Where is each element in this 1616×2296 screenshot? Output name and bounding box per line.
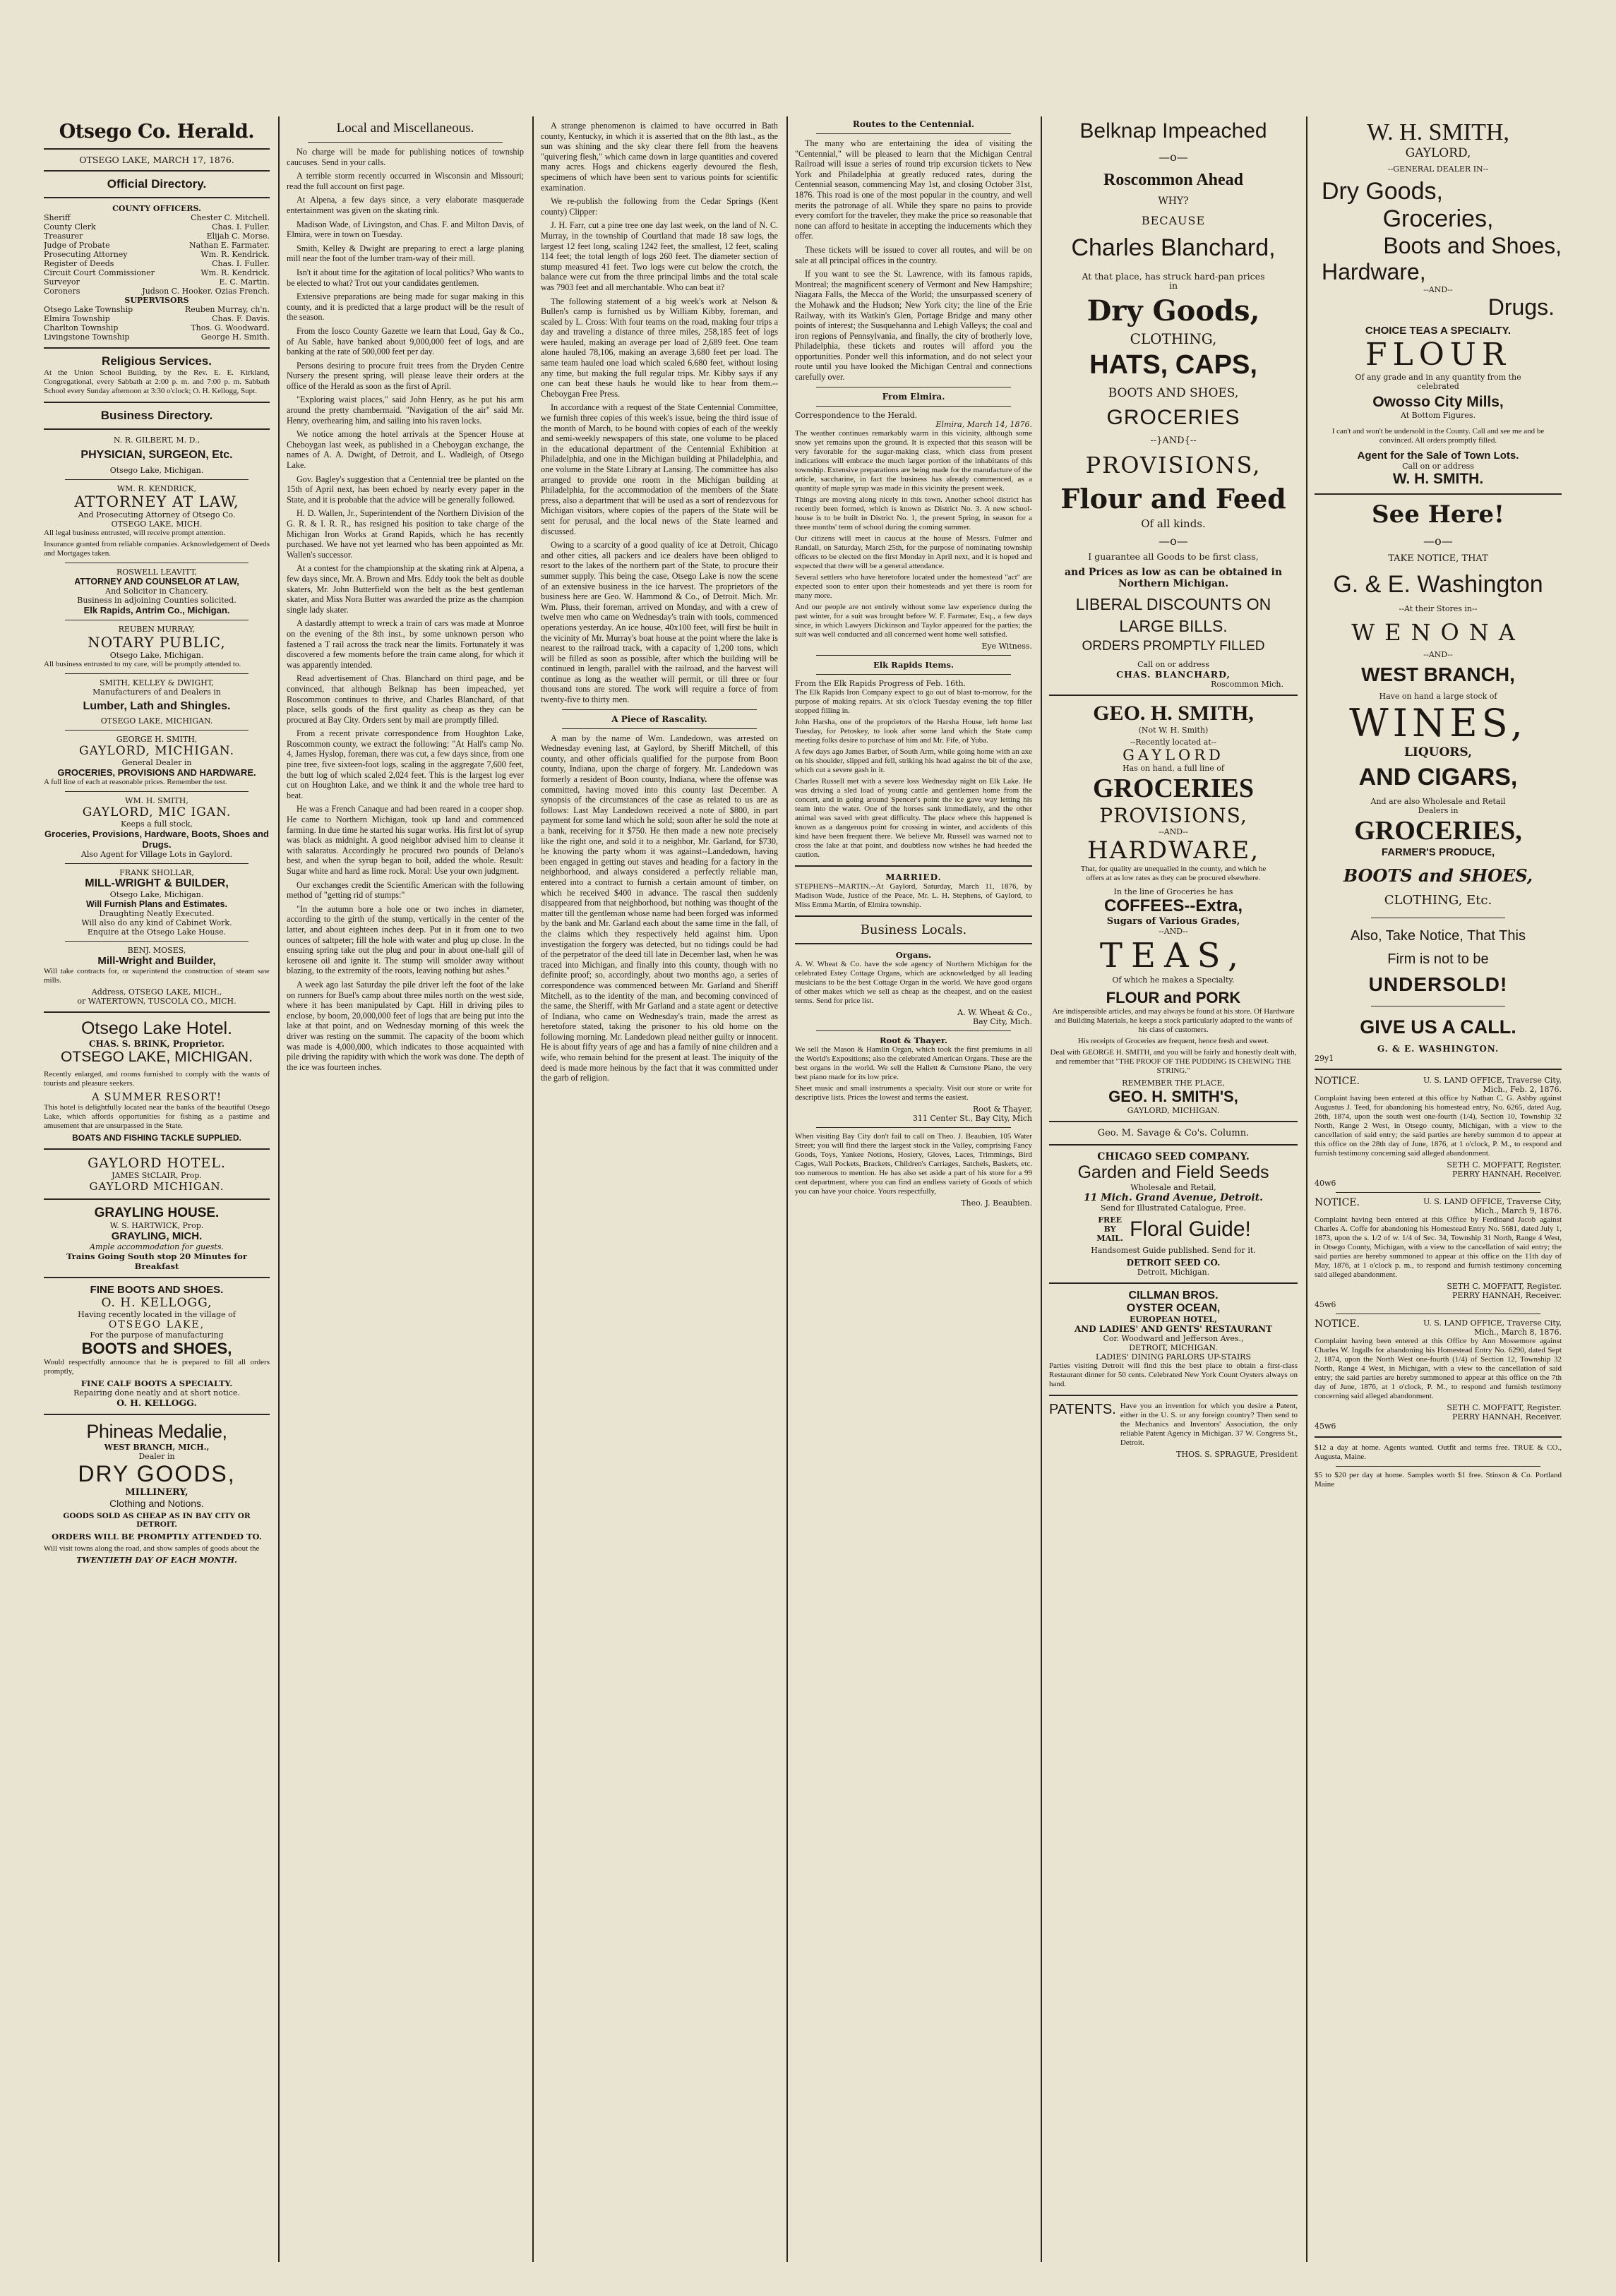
ad-blanchard-prices: and Prices as low as can be obtained in Northern Michigan. bbox=[1064, 567, 1282, 589]
ad-blanchard-subhead: Roscommon Ahead bbox=[1103, 171, 1243, 189]
ad-floral-guide: Floral Guide! bbox=[1130, 1217, 1251, 1241]
ad-wh-smith-dealer: --GENERAL DEALER IN-- bbox=[1387, 164, 1489, 174]
supervisor-row: Livingstone Township George H. Smith. bbox=[44, 332, 270, 342]
ad-geo-smith-flour: FLOUR and PORK bbox=[1106, 989, 1241, 1006]
ad-patents-text: Have you an invention for which you desire a Patent, either in the U. S. or any foreign country? Then send to the Mechanics and Inventors' Association, the only reliable Patent Agency in Michigan. 37 W. Congress St., Detroit. bbox=[1120, 1402, 1298, 1447]
ad-washington-liquors: LIQUORS, bbox=[1403, 745, 1473, 759]
ad-geo-smith-teas: TEAS, bbox=[1099, 936, 1247, 975]
ad-geo-smith-fresh: His receipts of Groceries are frequent, hence fresh and sweet. bbox=[1077, 1037, 1269, 1045]
paragraph: At Alpena, a few days since, a very elaborate masquerade entertainment was given on the skating rink. bbox=[287, 195, 524, 215]
paragraph: Sheet music and small instruments a specialty. Visit our store or write for descriptive lists. Prices the lowest and terms the easiest. bbox=[795, 1083, 1032, 1102]
ad-geo-smith-hardware-text: Are indispensible articles, and may always be found at his store. Of Hardware and Building Materials, he keeps a stock particularly adapted to the wants of his class of customers. bbox=[1052, 1007, 1295, 1034]
ad-grayling-house: GRAYLING HOUSE. W. S. HARTWICK, Prop. GRAYLING, MICH. Ample accommodation for guests. Trains Going South stop 20 Minutes for Breakfast bbox=[66, 1206, 247, 1271]
ad-blanchard-bills: LARGE BILLS. bbox=[1119, 617, 1228, 635]
ad-floral-row bbox=[1049, 1215, 1298, 1243]
ad-washington-clothing: CLOTHING, Etc. bbox=[1384, 893, 1492, 908]
ad-leavitt: ROSWELL LEAVITT, ATTORNEY AND COUNSELOR AT LAW, And Solicitor in Chancery. Business in adjoining Counties solicited. Elk Rapids, Antrim Co., Michigan. bbox=[74, 567, 239, 615]
ad-wh-smith-town: GAYLORD, bbox=[1405, 146, 1471, 160]
ad-washington-stores: --At their Stores in-- bbox=[1399, 604, 1478, 613]
ad-blanchard-kinds: Of all kinds. bbox=[1141, 517, 1206, 530]
ad-cillman-oyster: OYSTER OCEAN, bbox=[1126, 1302, 1221, 1314]
ad-washington-signature: G. & E. WASHINGTON. bbox=[1377, 1044, 1500, 1054]
paragraph: Owing to a scarcity of a good quality of ice at Detroit, Chicago and other cities, all packers and ice dealers have been obliged to resort to the lakes of the northern part of the State, to procure their summer supply. This being the case, Otsego Lake is now the scene of an extensive business in the ice harvest. The proprietors of the business here are Geo. W. Hammond & Co., of Detroit. Mich. Mr. Wm. Pluss, their foreman, arrived on Monday, and with a crew of twelve men who came on Wednesday's train with tools, commenced operations yesterday. An ice house, 40x100 feet, will first be built in the vicinity of Mr. Murray's boat house at the point where the lake is nearest to the railroad track, with a capacity of 1,200 tons, which will be filled as soon as possible, after which the building will be continued in length, parallel with the railroad, and the harvest will continue as long as the weather will permit, or till three or four thousand tons are stored. The work will require a force of from twenty-five to thirty men. bbox=[541, 540, 778, 705]
paragraph: And our people are not entirely without some law experience during the past winter, for a suit was brought before W. F. Farmater, Esq., a few days since, in which Lawyers Dickinson and Taylor appeared for the parties; the suit was well conducted and all concerned went home well satisfied. bbox=[795, 602, 1032, 639]
officer-row: Sheriff Chester C. Mitchell. bbox=[44, 213, 270, 222]
ad-wh-smith-hardware: Hardware, bbox=[1322, 259, 1426, 284]
paragraph: Things are moving along nicely in this town. Another school district has recently been formed, which is known as District No. 3. A new school-house is to be built in District No. 1, the present Spring, in season for a three months' term of school during the coming summer. bbox=[795, 495, 1032, 531]
ad-seed-headline: Garden and Field Seeds bbox=[1077, 1162, 1269, 1182]
column-5: Belknap Impeached —o— Roscommon Ahead WHY? BECAUSE Charles Blanchard, At that place, has struck hard-pan prices in Dry Goods, CLOTHING, HATS, CAPS, BOOTS AND SHOES, GROCERIES --}AND{-- PROVISIONS, Flour and Feed Of all kinds. —o— I guarantee all Goods to be first class, and Prices as low as can be obtained in Northern Michigan. LIBERAL DISCOUNTS ON LARGE BILLS. ORDERS PROMPTLY FILLED Call on or address CHAS. BLANCHARD, Roscommon Mich. GEO. H. SMITH, (Not W. H. Smith) --Recently located at-- GAYLORD Has on hand, a full line of GROCERIES PROVISIONS, --AND-- HARDWARE, That, for quality are unequalled in the county, and which he offers at as low rates as they can be procured elsewhere. In the line of Groceries he has COFFEES--Extra, Sugars of Various Grades, --AND-- TEAS, Of which he makes a Specialty. FLOUR and PORK Are indispensible articles, and may always be found at his store. Of Hardware and Building Materials, he keeps a stock particularly adapted to the wants of his class of customers. His receipts of Groceries are frequent, hence fresh and sweet. Deal with GEORGE H. SMITH, and you will be fairly and honestly dealt with, and remember that "THE PROOF OF THE PUDDING IS CHEWING THE STRING." REMEMBER THE PLACE, GEO. H. SMITH'S, GAYLORD, MICHIGAN. Geo. M. Savage & Co's. Column. CHICAGO SEED COMPANY. Garden and Field Seeds Wholesale and Retail, 11 Mich. Grand Avenue, Detroit. Send for Illustrated Catalogue, Free. FREE BY MAIL. Floral Guide! Handsomest Guide published. Send for it. DETROIT SEED CO. Detroit, Michigan. CILLMAN BROS. OYSTER OCEAN, EUROPEAN HOTEL, AND LADIES' AND GENTS' RESTAURANT Cor. Woodward and Jefferson Aves., DETROIT, MICHIGAN. LADIES' DINING PARLORS UP-STAIRS Parties visiting Detroit will find this the best place to obtain a first-class Restaurant dinner for 50 cents. Celebrated New York Count Oysters always on hand. PATENTS. Have you an invention for which you desire a Patent, either in the U. S. or any foreign country? Then send to the Mechanics and Inventors' Association, the only reliable Patent Agency in Michigan. 37 W. Congress St., Detroit. THOS. S. SPRAGUE, President bbox=[1049, 119, 1298, 1459]
business-locals-heading: Business Locals. bbox=[860, 922, 967, 937]
routes-heading: Routes to the Centennial. bbox=[852, 119, 975, 129]
paragraph: The following statement of a big week's work at Nelson & Bullen's camp is furnished us by William Kibby, foreman, and scaled by L. Cross: With four teams on the road, making four trips a day and traveling a distance of three miles, 258,185 feet of logs were hauled, making an average per load of 2,689 feet. One team alone hauled 78,106, making an average 3,680 feet per load. The same team hauled one load which scaled 6,680 feet, without losing any time, but making the full regular trips. Mr. Kibby says if any one can beat these hauls he would like to hear from them.--Cheboygan Free Press. bbox=[541, 296, 778, 399]
paragraph: He was a French Canaque and had been reared in a cooper shop. He came to Northern Michigan, took up land and commenced farming. In due time he started his sugar works. His first lot of syrup was black as midnight. A good neighbor advised him to cleanse it with salaratus. Accordingly he procured two pounds of Delano's best, and when the syrup began to boil, added the whole. Result: Sugar white and hard as lime rock. Moral: Use your own judgment. bbox=[287, 804, 524, 876]
ad-wh-smith-call: Call on or address bbox=[1402, 462, 1474, 471]
paragraph: Madison Wade, of Livingston, and Chas. F. and Milton Davis, of Elmira, were in town on Tuesday. bbox=[287, 219, 524, 240]
ad-murray: REUBEN MURRAY, NOTARY PUBLIC, Otsego Lake, Michigan. All business entrusted to my care, will be promptly attended to. bbox=[44, 625, 241, 668]
paragraph: These tickets will be issued to cover all routes, and will be on sale at all principal offices in the country. bbox=[795, 244, 1032, 265]
ad-geo-smith-coffees: COFFEES--Extra, bbox=[1103, 896, 1243, 915]
ad-blanchard-dry-goods: Dry Goods, bbox=[1087, 294, 1260, 327]
ad-patents-signature: THOS. S. SPRAGUE, President bbox=[1176, 1450, 1298, 1459]
elmira-signature: Eye Witness. bbox=[981, 641, 1032, 651]
ad-free-by-mail: FREE BY MAIL. bbox=[1096, 1215, 1123, 1243]
ad-geo-smith-address: GAYLORD, MICHIGAN. bbox=[1127, 1106, 1220, 1115]
ad-seed-catalogue: Send for Illustrated Catalogue, Free. bbox=[1100, 1203, 1247, 1213]
religious-text: At the Union School Building, by the Rev. E. E. Kirkland, Congregational, every Sabbath at 2:00 p. m. and 7:00 p. m. Sabbath School every Sunday afternoon at 3:30 o'clock; O. H. Kellogg, Supt. bbox=[44, 368, 270, 395]
ad-washington-produce: FARMER'S PRODUCE, bbox=[1381, 846, 1495, 858]
ad-blanchard-text: At that place, has struck hard-pan prices in bbox=[1082, 271, 1265, 291]
ad-washington-notice: TAKE NOTICE, THAT bbox=[1388, 553, 1488, 564]
column-1 bbox=[44, 116, 270, 2262]
ad-geo-smith-hardware: HARDWARE, bbox=[1087, 836, 1260, 865]
ad-blanchard-address: CHAS. BLANCHARD, bbox=[1116, 669, 1231, 680]
rascality-heading: A Piece of Rascality. bbox=[611, 714, 707, 724]
column-3 bbox=[541, 116, 778, 2262]
paragraph: Read advertisement of Chas. Blanchard on third page, and be convinced, that although Belknap has been impeached, yet Roscommon continues to thrive, and Charles Blanchard, of that place, sells goods of the first quality as cheap as they can be procured at Bay City. Orders sent by mail are promptly filled. bbox=[287, 673, 524, 725]
newspaper-page bbox=[44, 116, 1562, 2262]
ad-washington-and: --AND-- bbox=[1423, 650, 1453, 659]
organs-signature: A. W. Wheat & Co., bbox=[957, 1007, 1032, 1017]
ad-geo-smith-line2: In the line of Groceries he has bbox=[1113, 887, 1233, 896]
ad-seed-address: 11 Mich. Grand Avenue, Detroit. bbox=[1083, 1192, 1264, 1203]
root-thayer-heading: Root & Thayer. bbox=[880, 1035, 947, 1045]
paragraph: We sell the Mason & Hamlin Organ, which took the first premiums in all the World's Expositions; also the celebrated American Organs. These are the best organs in the world. We sell the Hallett & Cumstone Piano, the very best piano made for its low price. bbox=[795, 1045, 1032, 1081]
paragraph: When visiting Bay City don't fail to call on Theo. J. Beaubien, 105 Water Street; you will find there the largest stock in the Valley, comprising Fancy Goods, Toys, Yankee Notions, Hosiery, Gloves, Laces, Trimmings, Bird Cages, Wall Pockets, Brackets, Children's Carriages, Satchels, Baskets, etc. too numerous to mention. He has also set aside a part of his store for a 99 cent department, where you can find an endless variety of Goods of which you can have your choice. Yours respectfully, bbox=[795, 1131, 1032, 1196]
ad-moses: BENJ. MOSES, Mill-Wright and Builder, Will take contracts for, or superintend the construction of steam saw mills. Address, OTSEGO LAKE, MICH., or WATERTOWN, TUSCOLA CO., MICH. bbox=[44, 946, 270, 1006]
paragraph: Several settlers who have heretofore located under the homestead "act" are expected soon to enter upon their homesteads and yet there is room for many more. bbox=[795, 572, 1032, 600]
ad-blanchard-call: Call on or address bbox=[1137, 660, 1209, 669]
ad-wh-smith-address: W. H. SMITH. bbox=[1392, 471, 1484, 487]
ad-wh-smith-undersold: I can't and won't be undersold in the County. Call and see me and be convinced. All orders promptly filled. bbox=[1331, 427, 1545, 445]
paragraph: The Elk Rapids Iron Company expect to go out of blast to-morrow, for the purpose of making repairs. At six o'clock Tuesday evening the top filler stopped filling in. bbox=[795, 687, 1032, 715]
paragraph: We re-publish the following from the Cedar Springs (Kent county) Clipper: bbox=[541, 196, 778, 217]
ad-cillman-city: DETROIT, MICHIGAN. bbox=[1129, 1343, 1218, 1352]
supervisor-row: Charlton Township Thos. G. Woodward. bbox=[44, 323, 270, 332]
officer-row: Coroners Judson C. Hooker. Ozias French. bbox=[44, 287, 270, 296]
officer-row: Circuit Court Commissioner Wm. R. Kendrick. bbox=[44, 268, 270, 277]
ad-wh-smith-drugs: Drugs. bbox=[1488, 294, 1555, 320]
officer-row: Register of Deeds Chas. I. Fuller. bbox=[44, 259, 270, 268]
paragraph: If you want to see the St. Lawrence, with its famous rapids, Montreal; the magnificent scenery of Vermont and New Hampshire; Niagara Falls, the Mecca of the World; the unsurpassed scenery of the Mohawk and the Hudson; New York city; the line of the Erie Railway, with its Watkin's Glen, Portage Bridge and many other points of interest; the Susquehanna and Lehigh Valleys; the coal and iron regions of Pennsylvania, and finally, the city of brotherly love, Philadelphia, these tickets and routes will afford you the opportunities. Ponder well this information, and do not select your route until you have looked the Michigan Central and connections carefully over. bbox=[795, 269, 1032, 383]
ad-seed-handsomest: Handsomest Guide published. Send for it. bbox=[1091, 1246, 1256, 1255]
ad-blanchard-and: --}AND{-- bbox=[1150, 435, 1197, 446]
local-misc-heading: Local and Miscellaneous. bbox=[336, 121, 474, 136]
ad-blanchard-headline: Belknap Impeached bbox=[1079, 119, 1267, 143]
paragraph: In accordance with a request of the State Centennial Committee, we furnish three copies of this week's issue, being the third issue of the month of March, to be bound with copies of each of the weekly and semi-weekly newspapers of this state, one volume to be placed in the educational department of the Centennial Exhibition at Philadelphia, and one in the Michigan building at Philadelphia, and one volume in the State Library at Lansing. The committee has also arranged to provide one room in the Michigan building at Philadelphia, for the accommodation of the members of the State press, also a department that will be used as a sort of rendezvous for Michigan visitors, where copies of the papers of the State will be sent for perusal, and the local news of the State learned and discussed. bbox=[541, 402, 778, 536]
ad-wh-smith-groceries: Groceries, bbox=[1382, 205, 1494, 232]
ad-blanchard-provisions: PROVISIONS, bbox=[1085, 452, 1262, 479]
ad-wh-smith-agent: Agent for the Sale of Town Lots. bbox=[1357, 450, 1519, 462]
ad-blanchard-flour: Flour and Feed bbox=[1060, 483, 1286, 515]
ad-blanchard-hats: HATS, CAPS, bbox=[1089, 350, 1257, 380]
land-notice: NOTICE. U. S. LAND OFFICE, Traverse City, Mich., Feb. 2, 1876. Complaint having been entered at this office by Nathan C. G. Ashby against Augustus J. Teed, for abandoning his homestead entry, No. 6265, dated Aug. 26th, 1874, upon the south west one-fourth (1/4), Section 10, Township 32 North, Range 2 West, in Otsego county, Michigan, with a view to the cancellation of said entry; the said parties are hereby summon d to appear at this office on the 28th day of June, 1876, at 1 o'clock, P. M., to respond and furnish testimony concerning said alleged abandonment. SETH C. MOFFATT, Register. PERRY HANNAH, Receiver. 40w6 bbox=[1315, 1076, 1562, 1188]
religious-heading: Religious Services. bbox=[102, 354, 212, 368]
column-4 bbox=[795, 116, 1032, 2262]
ad-seed-sub: Wholesale and Retail, bbox=[1130, 1183, 1216, 1192]
ad-geo-smith-name: GEO. H. SMITH, bbox=[1093, 702, 1254, 725]
ad-geo-smith-and2: --AND-- bbox=[1159, 927, 1188, 936]
paragraph: Extensive preparations are being made for sugar making in this county, and it is predicted that a large product will be the result of the season. bbox=[287, 291, 524, 323]
root-address: 311 Center St., Bay City, Mich bbox=[912, 1113, 1032, 1123]
ad-george-smith: GEORGE H. SMITH, GAYLORD, MICHIGAN. General Dealer in GROCERIES, PROVISIONS AND HARDWARE. A full line of each at reasonable prices. Remember the test. bbox=[44, 735, 256, 786]
ad-geo-smith-line: Has on hand, a full line of bbox=[1123, 764, 1224, 773]
ad-blanchard-guarantee: I guarantee all Goods to be first class, bbox=[1088, 551, 1259, 562]
supervisor-row: Elmira Township Chas. F. Davis. bbox=[44, 314, 270, 323]
land-notice: NOTICE. U. S. LAND OFFICE, Traverse City, Mich., March 9, 1876. Complaint having been entered at this Office by Ferdinand Jacob against Charles A. Coffe for abandoning his Homestead Entry No. 5681, dated July 1, 1873, upon the s. 1/2 of w. 1/4 of Sec. 34, Township 31 North, Range 4 West, in Otsego County, Michigan, with a view to the cancellation of said entry; the said parties are hereby summoned to appear at this office on the 11th day of May, 1876, at 1 o'clock p. m., to respond and furnish testimony concerning said alleged abandonment. SETH C. MOFFATT, Register. PERRY HANNAH, Receiver. 45w6 bbox=[1315, 1197, 1562, 1309]
ad-washington-name: G. & E. Washington bbox=[1333, 571, 1543, 598]
ad-detroit-seed: DETROIT SEED CO. bbox=[1126, 1258, 1221, 1268]
officer-row: Judge of Probate Nathan E. Farmater. bbox=[44, 241, 270, 250]
paragraph: H. D. Wallen, Jr., Superintendent of the Northern Division of the G. R. & I. R. R., has resigned his position to take charge of the Michigan Iron Works at Grand Rapids, which he has recently purchased. We have not yet learned who has been appointed as Mr. Wallen's successor. bbox=[287, 508, 524, 560]
savage-column-heading: Geo. M. Savage & Co's. Column. bbox=[1097, 1128, 1250, 1138]
elk-rapids-source: From the Elk Rapids Progress of Feb. 16th. bbox=[795, 678, 966, 688]
paragraph: At a contest for the championship at the skating rink at Alpena, a few days since, Mr. A. Brown and Mrs. Eddy took the belt as double skaters, Mr. John Butterfield won the belt as the best gentleman skater, and Miss Nora Butter was awarded the prize as the champion single lady skater. bbox=[287, 563, 524, 615]
ad-geo-smith-and: --AND-- bbox=[1159, 827, 1188, 836]
ad-washington-also: Also, Take Notice, That This bbox=[1351, 928, 1526, 944]
ad-wh-smith-name: W. H. SMITH, bbox=[1367, 119, 1509, 145]
paragraph: No charge will be made for publishing notices of township caucuses. Send in your calls. bbox=[287, 147, 524, 167]
paragraph: A dastardly attempt to wreck a train of cars was made at Monroe on the evening of the 8th inst., by some unknown person who fastened a T rail across the track near the limits. Fortunately it was discovered a few moments before the train came along, for which it was apparently intended. bbox=[287, 618, 524, 670]
ad-geo-smith-place: GEO. H. SMITH'S, bbox=[1108, 1088, 1238, 1105]
paragraph: A. W. Wheat & Co. have the sole agency of Northern Michigan for the celebrated Estey Cottage Organs, which are acknowledged by all leading musicians to be the best Cottage Organ in the world. We have good organs of other makes which we sell as cheap as the cheapest, and on the easiest terms. Send for price list. bbox=[795, 959, 1032, 1005]
ad-wh-smith-boots: Boots and Shoes, bbox=[1383, 233, 1562, 258]
ad-washington-wines: WINES, bbox=[1349, 701, 1527, 745]
ad-cillman-restaurant: AND LADIES' AND GENTS' RESTAURANT bbox=[1075, 1324, 1272, 1334]
land-notice: NOTICE. U. S. LAND OFFICE, Traverse City, Mich., March 8, 1876. Complaint having been entered at this Office by Ann Mossemore against Charles W. Ingalls for abandoning his Homestead Entry No. 6290, dated Sept 2, 1874, upon the North West one-fourth (1/4) of Section 12, Township 32 North, Range 4 West, in Michigan, with a view to the cancellation of said entry; the said parties are hereby summoned to appear at this office on the 7th day of June, 1876, at 1 o'clock, P. M., to respond and furnish testimony concerning said alleged abandonment. SETH C. MOFFATT, Register. PERRY HANNAH, Receiver. 45w6 bbox=[1315, 1318, 1562, 1431]
ad-smith-kelley-dwight: SMITH, KELLEY & DWIGHT, Manufacturers of and Dealers in Lumber, Lath and Shingles. OTSEGO LAKE, MICHIGAN. bbox=[83, 678, 231, 726]
ad-geo-smith-note: (Not W. H. Smith) bbox=[1138, 726, 1209, 735]
ad-washington-code: 29y1 bbox=[1315, 1054, 1334, 1063]
paragraph: Our citizens will meet in caucus at the house of Messrs. Fulmer and Randall, on Saturday, March 25th, for the purpose of nominating township officers to be elected on the first Monday in April next, and it is hoped and expected that there will be a general attendance. bbox=[795, 534, 1032, 570]
ad-washington-dealers: Dealers in bbox=[1418, 806, 1459, 815]
supervisor-row: Otsego Lake Township Reuben Murray, ch'n. bbox=[44, 305, 270, 314]
ad-blanchard-why: WHY? bbox=[1158, 196, 1189, 207]
root-signature: Root & Thayer, bbox=[973, 1104, 1032, 1114]
ad-kellogg: FINE BOOTS AND SHOES. O. H. KELLOGG, Having recently located in the village of OTSEGO LAKE, For the purpose of manufacturing BOOTS and SHOES, Would respectfully announce that he is prepared to fill all orders promptly, FINE CALF BOOTS A SPECIALTY. Repairing done neatly and at short notice. O. H. KELLOGG. bbox=[44, 1284, 270, 1408]
married-heading: MARRIED. bbox=[885, 872, 942, 882]
ad-medalie: Phineas Medalie, WEST BRANCH, MICH., Dealer in DRY GOODS, MILLINERY, Clothing and Notions. GOODS SOLD AS CHEAP AS IN BAY CITY OR DETROIT. ORDERS WILL BE PROMPTLY ATTENDED TO. Will visit towns along the road, and show samples of goods about the TWENTIETH DAY OF EACH MONTH. bbox=[44, 1421, 262, 1565]
ad-blanchard-because: BECAUSE bbox=[1141, 214, 1206, 227]
paragraph: A week ago last Saturday the pile driver left the foot of the lake on runners for Buel's camp about three miles north on the west side, where it has been manipulated by Capt. Hill in driving piles to enclose, by boom, 20,000,000 feet of logs that are being put into the lake at that point, and on Wednesday morning of this week the driver was resting on the summit. The capacity of the boom which was made is 4,000,000, which indicates to those acquainted with pile driving the rapidity with which the work was done. The depth of the ice was fourteen inches. bbox=[287, 979, 524, 1072]
paragraph: A man by the name of Wm. Landedown, was arrested on Wednesday evening last, at Gaylord, by Sheriff Mitchell, of this county, and other officials qualified for the purpose from Boon county, Indiana, upon the charge of forgery. Mr. Landedown was formerly a resident of Boon county, Indiana, where the offense was committed, having moved into this county last December. A synopsis of the circumstances of the case as related to us are as follows: Last May Landedown received a note of $800, in part payment for some land which he sold; soon after he sold the note at a bank, receiving for it $750. He then made a new note precisely like the right one, and sold it to a neighbor, Mr. Garland, for $730, he knowing the party whom it was against--Landedown, having been engaged in getting out staves and heading for a factory in the neighborhood, and always considered a perfectly reliable man, entered into a contract to furnish a certain amount of timber, on which he received $400 in advance. The rascal then suddenly disappeared from that neighborhood, but nothing was thought of the matter till the gentleman whose name had been forged was informed by the bank and Mr. Garland each about the same time in the fall, of the claims which they respectively held against him. Upon investigation the forgery was detected, but no tidings could be had of the perpetrator of the deed till late in December last, when he was traced into Michigan, and finally into this county, though with no definite proof; so, accordingly, about two months ago, a series of correspondence was commenced between Mr. Garland and Sheriff Mitchell, as to the identity of the man, and becoming convinced of the same, the Sheriff, with Mr Garland and a state agent or detective of Indiana, who came on Wednesday's train, made the arrest as heretofore stated, taking the prisoner to his old home on the following morning. Mr. Landedown plead neither guilty or innocent. He is about fifty years of age and has a family of nine children and a wife, who remain behind for the present at least. The iniquity of the deed is made more heinous by the fact that it was committed under the garb of religion. bbox=[541, 733, 778, 1083]
paragraph: John Harsha, one of the proprietors of the Harsha House, left home last Tuesday, for Petoskey, to look after some land which the State camp meeting folks desire to purchase of him and Mr. Fife, of Yuba. bbox=[795, 717, 1032, 745]
organs-heading: Organs. bbox=[895, 949, 932, 960]
ad-five-to-twenty: $5 to $20 per day at home. Samples worth $1 free. Stinson & Co. Portland Maine bbox=[1315, 1471, 1562, 1489]
ad-washington-stock: Have on hand a large stock of bbox=[1379, 692, 1497, 701]
ad-otsego-hotel: Otsego Lake Hotel. CHAS. S. BRINK, Proprietor. OTSEGO LAKE, MICHIGAN. Recently enlarged, and rooms furnished to comply with the wants of tourists and pleasure seekers. A SUMMER RESORT! This hotel is delightfully located near the banks of the beautiful Otsego Lake, which affords opportunities for fishing as a pastime and amusement that are unsurpassed in the State. BOATS AND FISHING TACKLE SUPPLIED. bbox=[44, 1018, 270, 1143]
ad-gaylord-hotel: GAYLORD HOTEL. JAMES StCLAIR, Prop. GAYLORD MICHIGAN. bbox=[88, 1155, 226, 1193]
elmira-correspondence: Correspondence to the Herald. bbox=[795, 410, 918, 420]
ad-cillman-hotel: EUROPEAN HOTEL, bbox=[1130, 1315, 1217, 1324]
paragraph: "In the autumn bore a hole one or two inches in diameter, according to the girth of the stump, vertically in the center of the latter, and about eighteen inches deep. Put in it from one to two ounces of saltpeter; fill the hole with water and plug up close. In the ensuing spring take out the plug and pour in about one-half gill of kerosene oil and ignite it. The stump will smolder away without blazing, to the extremity of the roots, leaving nothing but ashes." bbox=[287, 903, 524, 976]
paragraph: From the Iosco County Gazette we learn that Loud, Gay & Co., of Au Sable, have banked about 9,000,000 feet of logs, and are banking at the rate of 500,000 feet per day. bbox=[287, 325, 524, 357]
paragraph: Our exchanges credit the Scientific American with the following method of "getting rid of stumps:" bbox=[287, 879, 524, 901]
ad-geo-smith-remember: REMEMBER THE PLACE, bbox=[1122, 1078, 1225, 1088]
county-officers-heading: COUNTY OFFICERS. bbox=[112, 204, 201, 213]
ad-seed-company: CHICAGO SEED COMPANY. bbox=[1097, 1151, 1250, 1162]
ad-blanchard-discounts: LIBERAL DISCOUNTS ON bbox=[1075, 595, 1271, 613]
ad-twelve-dollars: $12 a day at home. Agents wanted. Outfit and terms free. TRUE & CO., Augusta, Maine. bbox=[1315, 1443, 1562, 1461]
ad-blanchard-orders: ORDERS PROMPTLY FILLED bbox=[1082, 639, 1265, 654]
ad-geo-smith-sugars: Sugars of Various Grades, bbox=[1106, 916, 1240, 927]
ad-washington-groceries: GROCERIES, bbox=[1354, 816, 1522, 846]
ad-detroit-location: Detroit, Michigan. bbox=[1137, 1268, 1210, 1277]
ad-geo-smith-provisions: PROVISIONS, bbox=[1099, 804, 1247, 827]
ad-wh-smith-teas: CHOICE TEAS A SPECIALTY. bbox=[1365, 325, 1512, 337]
ad-shollar: FRANK SHOLLAR, MILL-WRIGHT & BUILDER, Otsego Lake, Michigan. Will Furnish Plans and Estimates. Draughting Neatly Executed. Will also do any kind of Cabinet Work. Enquire at the Otsego Lake House. bbox=[81, 868, 232, 937]
ad-cillman-parlors: LADIES' DINING PARLORS UP-STAIRS bbox=[1096, 1352, 1251, 1362]
ad-geo-smith-deal: Deal with GEORGE H. SMITH, and you will be fairly and honestly dealt with, and remember that "THE PROOF OF THE PUDDING IS CHEWING THE STRING." bbox=[1050, 1048, 1297, 1075]
officer-row: Treasurer Elijah C. Morse. bbox=[44, 232, 270, 241]
married-notice: STEPHENS--MARTIN.--At Gaylord, Saturday, March 11, 1876, by Madison Wade, Justice of the Peace, Mr. L. H. Stephens, of Gaylord, to Miss Emma Martin, of Elmira township. bbox=[795, 882, 1032, 909]
ad-washington-wholesale: And are also Wholesale and Retail bbox=[1370, 797, 1506, 806]
paragraph: A few days ago James Barber, of South Arm, while going home with an axe on his shoulder, slipped and fell, striking his head against the bit of the axe, which cut a severe gash in it. bbox=[795, 747, 1032, 774]
ad-washington-cigars: AND CIGARS, bbox=[1358, 764, 1518, 791]
ad-william-smith: WM. H. SMITH, GAYLORD, MIC IGAN. Keeps a full stock, Groceries, Provisions, Hardware, Boots, Shoes and Drugs. Also Agent for Village Lots in Gaylord. bbox=[44, 796, 269, 859]
ad-washington-firm: Firm is not to be bbox=[1387, 951, 1489, 967]
column-6: W. H. SMITH, GAYLORD, --GENERAL DEALER IN-- Dry Goods, Groceries, Boots and Shoes, Hardware, --AND-- Drugs. CHOICE TEAS A SPECIALTY. FLOUR Of any grade and in any quantity from the celebrated Owosso City Mills, At Bottom Figures. I can't and won't be undersold in the County. Call and see me and be convinced. All orders promptly filled. Agent for the Sale of Town Lots. Call on or address W. H. SMITH. See Here! —o— TAKE NOTICE, THAT G. & E. Washington --At their Stores in-- WENONA --AND-- WEST BRANCH, Have on hand a large stock of WINES, LIQUORS, AND CIGARS, And are also Wholesale and Retail Dealers in GROCERIES, FARMER'S PRODUCE, BOOTS and SHOES, CLOTHING, Etc. Also, Take Notice, That This Firm is not to be UNDERSOLD! GIVE US A CALL. G. & E. WASHINGTON. 29y1 NOTICE. U. S. LAND OFFICE, Traverse City, Mich., Feb. 2, 1876. Complaint having been entered at this office by Nathan C. G. Ashby against Augustus J. Teed, for abandoning his homestead entry, No. 6265, dated Aug. 26th, 1874, upon the south west one-fourth (1/4), Section 10, Township 32 North, Range 2 West, in Otsego county, Michigan, with a view to the cancellation of said entry; the said parties are hereby summon d to appear at this office on the 28th day of June, 1876, at 1 o'clock, P. M., to respond and furnish testimony concerning said alleged abandonment. SETH C. MOFFATT, Register. PERRY HANNAH, Receiver. 40w6 NOTICE. U. S. LAND OFFICE, Traverse City, Mich., March 9, 1876. Complaint having been entered at this Office by Ferdinand Jacob against Charles A. Coffe for abandoning his Homestead Entry No. 5681, dated July 1, 1873, upon the s. 1/2 of w. 1/4 of Sec. 34, Township 31 North, Range 4 West, in Otsego County, Michigan, with a view to the cancellation of said entry; the said parties are hereby summoned to appear at this office on the 11th day of May, 1876, at 1 o'clock p. m., to respond and furnish testimony concerning said alleged abandonment. SETH C. MOFFATT, Register. PERRY HANNAH, Receiver. 45w6 NOTICE. U. S. LAND OFFICE, Traverse City, Mich., March 8, 1876. Complaint having been entered at this Office by Ann Mossemore against Charles W. Ingalls for abandoning his Homestead Entry No. 6290, dated Sept 2, 1874, upon the North West one-fourth (1/4) of Section 12, Township 32 North, Range 4 West, in Michigan, with a view to the cancellation of said entry; the said parties are hereby summoned to appear at this office on the 7th day of June, 1876, at 1 o'clock, P. M., to respond and furnish testimony concerning said alleged abandonment. SETH C. MOFFATT, Register. PERRY HANNAH, Receiver. 45w6 $12 a day at home. Agents wanted. Outfit and terms free. TRUE & CO., Augusta, Maine. $5 to $20 per day at home. Samples worth $1 free. Stinson & Co. Portland Maine bbox=[1315, 119, 1562, 1489]
ad-blanchard-groceries: GROCERIES bbox=[1106, 406, 1240, 429]
ad-geo-smith-specialty: Of which he makes a Specialty. bbox=[1112, 975, 1235, 985]
elmira-heading: From Elmira. bbox=[882, 391, 945, 402]
ad-wh-smith-dry-goods: Dry Goods, bbox=[1322, 178, 1443, 205]
paragraph: We notice among the hotel arrivals at the Spencer House at Cheboygan last week, as published in a Cheboygan exchange, the names of A. A. Dwight, of Detroit, and L. Wadleigh, of Otsego Lake. bbox=[287, 429, 524, 471]
elmira-date: Elmira, March 14, 1876. bbox=[935, 419, 1032, 429]
organs-location: Bay City, Mich. bbox=[973, 1016, 1032, 1026]
ad-gilbert: N. R. GILBERT, M. D., PHYSICIAN, SURGEON, Etc. Otsego Lake, Michigan. bbox=[80, 435, 233, 475]
paragraph: Smith, Kelley & Dwight are preparing to erect a large planing mill near the foot of the lumber tram-way of their mill. bbox=[287, 243, 524, 264]
paragraph: The many who are entertaining the idea of visiting the "Centennial," will be pleased to learn that the Michigan Central Railroad will issue a series of round trip excursion tickets to New York and Philadelphia at greatly reduced rates, during the Centennial season, commencing May 1st, and closing October 31st, 1876. This road is one of the most popular in the country, and well merits the patronage of all. While they spare no pains to provide every comfort for the traveler, they make the price so reasonable that none can afford to hesitate in accepting the inducements which they offer. bbox=[795, 138, 1032, 241]
ad-wh-smith-flour: FLOUR bbox=[1365, 337, 1512, 373]
ad-wh-smith-mills: Owosso City Mills, bbox=[1372, 394, 1504, 410]
paragraph: Persons desiring to procure fruit trees from the Dryden Centre Nursery the present spring, will please leave their orders at the office of the Herald as soon as the first of April. bbox=[287, 360, 524, 391]
business-heading: Business Directory. bbox=[100, 409, 213, 422]
ad-blanchard-name: Charles Blanchard, bbox=[1071, 234, 1276, 261]
paragraph: A terrible storm recently occurred in Wisconsin and Missouri; read the full account on first page. bbox=[287, 171, 524, 191]
ad-cillman-text: Parties visiting Detroit will find this the best place to obtain a first-class Restaurant dinner for 50 cents. Celebrated New York Count Oysters always on hand. bbox=[1049, 1362, 1298, 1388]
directory-heading: Official Directory. bbox=[107, 177, 207, 191]
ad-cillman-name: CILLMAN BROS. bbox=[1128, 1290, 1219, 1302]
dateline: OTSEGO LAKE, MARCH 17, 1876. bbox=[79, 155, 234, 165]
supervisors-heading: SUPERVISORS bbox=[124, 296, 189, 305]
ad-wh-smith-and: --AND-- bbox=[1423, 285, 1453, 294]
officer-row: County Clerk Chas. I. Fuller. bbox=[44, 222, 270, 232]
ad-blanchard-location: Roscommon Mich. bbox=[1211, 680, 1283, 689]
ad-geo-smith-text: That, for quality are unequalled in the county, and which he offers at as low rates as they can be procured elsewhere. bbox=[1080, 865, 1267, 882]
beaubien-signature: Theo. J. Beaubien. bbox=[961, 1198, 1032, 1208]
ad-cillman-address: Cor. Woodward and Jefferson Aves., bbox=[1103, 1334, 1244, 1343]
ad-geo-smith-town: GAYLORD bbox=[1123, 747, 1224, 764]
ad-geo-smith-located: --Recently located at-- bbox=[1130, 738, 1217, 747]
officer-row: Prosecuting Attorney Wm. R. Kendrick. bbox=[44, 250, 270, 259]
paragraph: Isn't it about time for the agitation of local politics? Who wants to be elected to what? Trot out your candidates gentlemen. bbox=[287, 267, 524, 288]
ad-geo-smith-groceries: GROCERIES bbox=[1092, 774, 1255, 803]
paragraph: From a recent private correspondence from Houghton Lake, Roscommon county, we extract the following: "At Hall's camp No. 4, James Hyslop, foreman, there was cut, a few days since, from one pine tree, five sixteen-foot logs, scaling in the aggregate 7,600 feet, the butt log of which scaled 2,024 feet. This is the largest log ever cut on Houghton Lake, and we think it and the whole tree hard to beat. bbox=[287, 728, 524, 800]
officers-list bbox=[44, 213, 270, 296]
paragraph: The weather continues remarkably warm in this vicinity, although some snow yet remains upon the ground. It is expected that this season will be very favorable for the sugar-making class, which class from present indications will embrace the much larger portion of the inhabitants of this township. Extensive preparations are being made for the manufacture of the article, saccharine, in fact the business has already commenced, as a quantity of maple syrup was made in this vicinity the present week. bbox=[795, 428, 1032, 493]
paragraph: A strange phenomenon is claimed to have occurred in Bath county, Kentucky, in which it is asserted that on the 8th last., as the sun was shining and the sky clear there fell from the heavens "quivering flesh," which came down in large quantities and covered many acres. Hogs and chickens eagerly devoured the flesh, specimens of which have been sent to various points for scientific examination. bbox=[541, 121, 778, 193]
ad-washington-undersold: UNDERSOLD! bbox=[1368, 973, 1508, 995]
ad-wh-smith-bottom: At Bottom Figures. bbox=[1401, 411, 1476, 420]
paragraph: Charles Russell met with a severe loss Wednesday night on Elk Lake. He was driving a sled load of young cattle and gentlemen home from the concert, and in going around Spencer's point the ice gave way letting his team into the water. One of the horses sank immediately, and the other animal was saved with great difficulty. The place where this happened is known as a dangerous point for crossing in winter, and accidents of this kind have been frequent there. We believe Mr. Russell was warned not to cross the lake at that point, and doubtless now wishes he had heeded the caution. bbox=[795, 776, 1032, 859]
ad-patents-heading: PATENTS. bbox=[1049, 1402, 1116, 1417]
officer-row: Surveyor E. C. Martin. bbox=[44, 277, 270, 287]
masthead-title: Otsego Co. Herald. bbox=[59, 121, 255, 143]
paragraph: "Exploring waist places," said John Henry, as he put his arm around the pretty chambermaid. "Navigation of the air" said Mr. Henry, overhearing him, and sailing into his raven locks. bbox=[287, 395, 524, 426]
ad-patents bbox=[1049, 1402, 1298, 1450]
paragraph: Gov. Bagley's suggestion that a Centennial tree be planted on the 15th of April next, has been echoed by nearly every paper in the State, and it is probable that the advice will be generally followed. bbox=[287, 474, 524, 505]
ad-washington-call: GIVE US A CALL. bbox=[1360, 1016, 1516, 1038]
column-2 bbox=[287, 116, 524, 2262]
ad-washington-boots: BOOTS and SHOES, bbox=[1343, 865, 1533, 886]
elk-rapids-heading: Elk Rapids Items. bbox=[873, 659, 954, 670]
ad-washington-headline: See Here! bbox=[1372, 500, 1504, 529]
ad-blanchard-clothing: CLOTHING, bbox=[1130, 330, 1217, 347]
paragraph: J. H. Farr, cut a pine tree one day last week, on the land of N. C. Murray, in the township of Courtland that made 18 saw logs, the largest 12 feet long, scaling 1242 feet, the smallest, 12 feet, scaling 114 feet; the total length of logs 260 feet. The diameter section of stump measured 41 feet. Two logs were cut below the crotch, the balance were cut from the three principal limbs and the total scale was 7903 feet and all merchantable. Who can beat it? bbox=[541, 220, 778, 292]
ad-kendrick: WM. R. KENDRICK, ATTORNEY AT LAW, And Prosecuting Attorney of Otsego Co. OTSEGO LAKE, MICH. All legal business entrusted, will receive prompt attention. Insurance granted from reliable companies. Acknowledgement of Deeds and Mortgages taken. bbox=[44, 484, 270, 558]
ad-washington-wenona: WENONA bbox=[1351, 619, 1525, 646]
ad-washington-branch: WEST BRANCH, bbox=[1361, 663, 1515, 685]
ad-wh-smith-grade: Of any grade and in any quantity from the celebrated bbox=[1355, 373, 1521, 391]
ad-blanchard-boots: BOOTS AND SHOES, bbox=[1108, 386, 1239, 400]
